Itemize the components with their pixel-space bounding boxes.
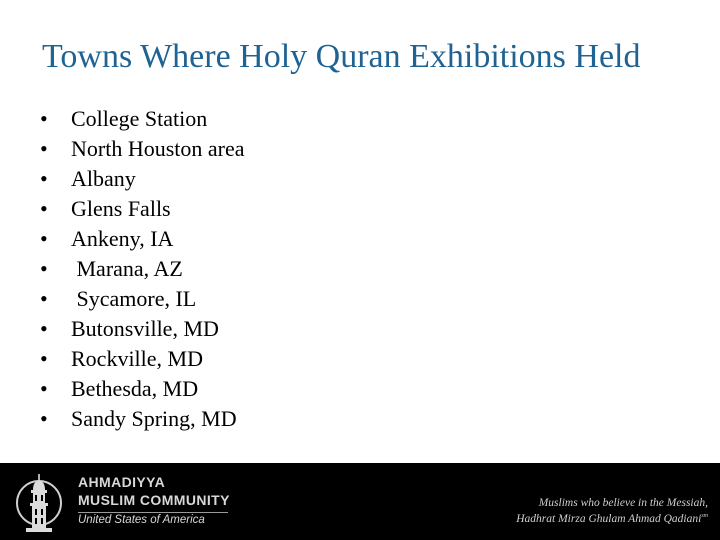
bullet-icon: • <box>40 316 48 341</box>
bullet-icon: • <box>40 226 48 251</box>
list-item <box>40 164 245 194</box>
slide-title: Towns Where Holy Quran Exhibitions Held <box>42 38 641 75</box>
list-item <box>40 104 245 134</box>
list-item <box>40 284 245 314</box>
list-item-text: Rockville, MD <box>71 346 203 371</box>
bullet-icon: • <box>40 376 48 401</box>
town-list <box>40 104 245 434</box>
list-item-text: Marana, AZ <box>71 256 183 281</box>
list-item <box>40 344 245 374</box>
bullet-icon: • <box>40 406 48 431</box>
minaret-logo-icon <box>14 470 64 536</box>
list-item-text: Bethesda, MD <box>71 376 199 401</box>
tagline-line2 <box>516 513 708 525</box>
list-item-text: Butonsville, MD <box>71 316 219 341</box>
tagline-text: Hadhrat Mirza Ghulam Ahmad Qadiani <box>516 513 702 525</box>
trademark-mark: sm <box>701 513 708 520</box>
org-country: United States of America <box>78 514 205 526</box>
list-item-text: North Houston area <box>71 136 245 161</box>
bullet-icon: • <box>40 166 48 191</box>
list-item <box>40 194 245 224</box>
bullet-icon: • <box>40 196 48 221</box>
list-item <box>40 314 245 344</box>
bullet-icon: • <box>40 106 48 131</box>
bullet-icon: • <box>40 286 48 311</box>
org-name-line2: MUSLIM COMMUNITY <box>78 492 230 508</box>
list-item <box>40 254 245 284</box>
tagline-line1: Muslims who believe in the Messiah, <box>538 497 708 509</box>
list-item-text: Ankeny, IA <box>71 226 174 251</box>
list-item-text: Albany <box>71 166 136 191</box>
list-item <box>40 404 245 434</box>
bullet-icon: • <box>40 256 48 281</box>
list-item-text: Glens Falls <box>71 196 171 221</box>
list-item <box>40 374 245 404</box>
list-item-text: Sandy Spring, MD <box>71 406 237 431</box>
org-name-line1: AHMADIYYA <box>78 474 166 490</box>
list-item <box>40 134 245 164</box>
list-item <box>40 224 245 254</box>
bullet-icon: • <box>40 136 48 161</box>
list-item-text: College Station <box>71 106 208 131</box>
bullet-icon: • <box>40 346 48 371</box>
list-item-text: Sycamore, IL <box>71 286 197 311</box>
divider <box>78 512 228 513</box>
